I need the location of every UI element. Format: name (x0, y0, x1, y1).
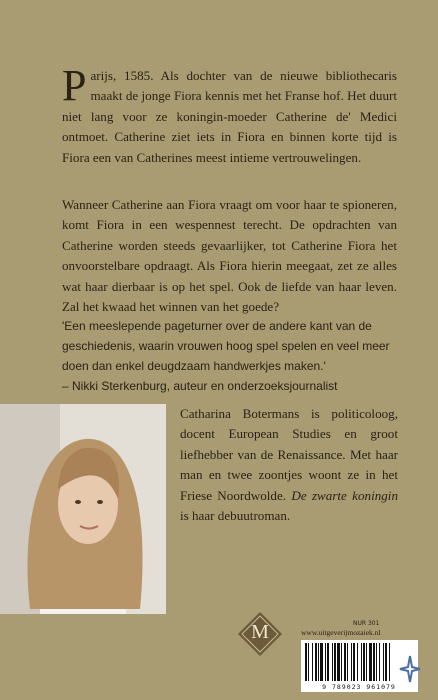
barcode-bar (385, 643, 387, 681)
synopsis-paragraph: Wanneer Catherine aan Fiora vraagt om voor haar te spioneren, komt Fiora in een wespennest terecht. De opdrachten van Catherine worden steeds gevaarlijker, tot Catherine Fiora het onvoorstelbare opdraagt. Als Fiora hierin meegaat, zet ze alles wat haar dierbaar is op het spel. Ook de liefde van haar leven. Zal het kwaad het winnen van het goede? (62, 197, 397, 315)
barcode-bar (389, 643, 390, 681)
bio-text-1: Catharina Botermans is politicoloog, docent European Studies en groot liefhebber van de Renaissance. Met haar man en twee zoontjes woont ze in het Friese Noordwolde. (180, 406, 398, 503)
barcode-bar (315, 643, 317, 681)
barcode-bar (351, 643, 352, 681)
barcode-bar (376, 643, 377, 681)
barcode-bar (369, 643, 372, 681)
logo-letter: M (251, 621, 269, 643)
barcode-bar (320, 643, 323, 681)
barcode-bar (325, 643, 326, 681)
barcode-bar (363, 643, 365, 681)
publisher-logo (236, 610, 284, 658)
barcode-bar (318, 643, 319, 681)
barcode-bar (308, 643, 309, 681)
barcode-bar (305, 643, 307, 681)
barcode-bar (373, 643, 375, 681)
barcode-bar (327, 643, 329, 681)
bio-text-2: is haar debuutroman. (180, 508, 291, 524)
barcode-bar (337, 643, 340, 681)
author-bio (180, 404, 398, 526)
quote-attribution: – Nikki Sterkenburg, auteur en onderzoeksjournalist (62, 379, 338, 393)
intro-text: arijs, 1585. Als dochter van de nieuwe bibliothecaris maakt de jonge Fiora kennis met het Franse hof. Het duurt niet lang voor ze koningin-moeder Catherine de' Medici ontmoet. Catherine ziet iets in Fiora en binnen korte tijd is Fiora een van Catherines meest intieme vertrouwelingen. (62, 68, 397, 165)
corner-icon (398, 654, 422, 684)
barcode-bar (332, 643, 333, 681)
barcode-bar (312, 643, 313, 681)
author-photo (0, 404, 166, 614)
barcode-bar (383, 643, 384, 681)
barcode-bar (353, 643, 355, 681)
barcode-bar (357, 643, 358, 681)
barcode-bar (379, 643, 380, 681)
intro-paragraph (62, 61, 397, 168)
publisher-website: www.uitgeverijmozaiek.nl (301, 628, 381, 637)
isbn-number: 9 789023 961079 (322, 683, 396, 691)
drop-cap: P (62, 61, 87, 110)
blue-sparkle-icon (398, 654, 422, 684)
barcode-bar (334, 643, 336, 681)
barcode-bar (366, 643, 367, 681)
barcode-bar (344, 643, 346, 681)
barcode-bar (347, 643, 348, 681)
barcode-bar (361, 643, 362, 681)
book-title: De zwarte koningin (291, 487, 398, 503)
review-quote (62, 316, 397, 396)
barcode-bar (341, 643, 342, 681)
author-portrait-icon (0, 404, 166, 614)
quote-text: 'Een meeslepende pageturner over de andere kant van de geschiedenis, waarin vrouwen hoog spel spelen en veel meer doen dan enkel deugdzaam handwerkjes maken.' (62, 319, 390, 373)
nur-code: NUR 301 (353, 620, 380, 627)
